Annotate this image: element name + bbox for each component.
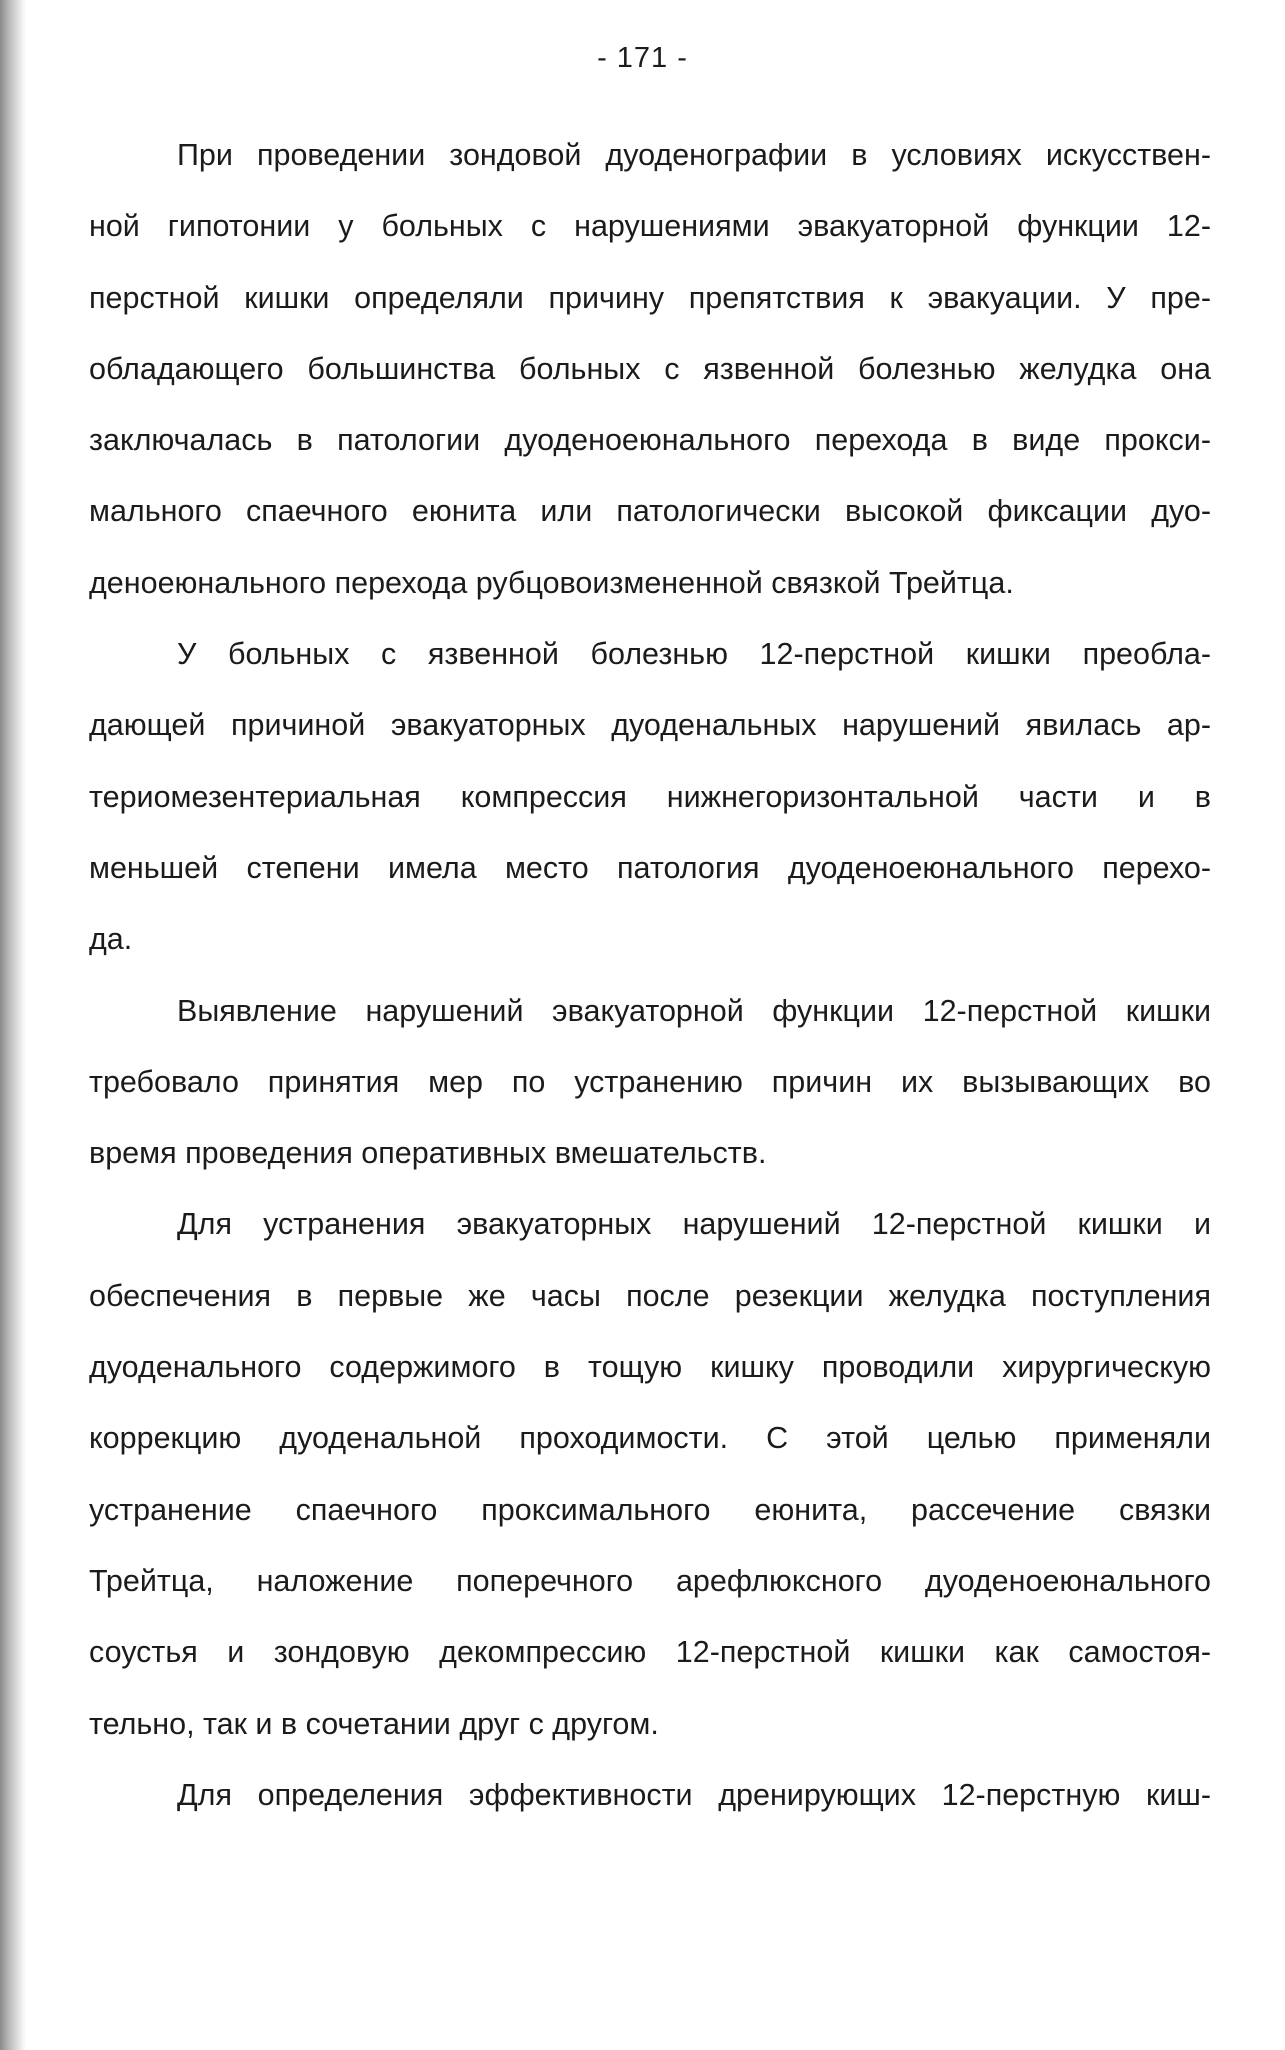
- text-line: заключалась в патологии дуоденоеюнального перехода в виде прокси-: [89, 423, 1211, 458]
- text-line: коррекцию дуоденальной проходимости. С этой целью применяли: [89, 1421, 1211, 1456]
- text-line: деноеюнального перехода рубцовоизмененной связкой Трейтца.: [89, 565, 1014, 600]
- text-line: обеспечения в первые же часы после резекции желудка поступления: [89, 1278, 1211, 1313]
- text-line: териомезентериальная компрессия нижнегоризонтальной части и в: [89, 779, 1211, 814]
- text-line: ной гипотонии у больных с нарушениями эвакуаторной функции 12-: [89, 209, 1211, 244]
- text-line: тельно, так и в сочетании друг с другом.: [89, 1706, 659, 1741]
- text-line: Для определения эффективности дренирующих 12-перстную киш-: [177, 1777, 1211, 1812]
- text-line: соустья и зондовую декомпрессию 12-перстной кишки как самостоя-: [89, 1635, 1211, 1670]
- text-line: обладающего большинства больных с язвенной болезнью желудка она: [89, 351, 1211, 386]
- text-line: время проведения оперативных вмешательств.: [89, 1136, 767, 1171]
- text-line: При проведении зондовой дуоденографии в условиях искусствен-: [177, 138, 1211, 172]
- scan-shadow-edge: [0, 0, 26, 2050]
- text-line: требовало принятия мер по устранению причин их вызывающих во: [89, 1064, 1211, 1099]
- text-line: перстной кишки определяли причину препятствия к эвакуации. У пре-: [89, 280, 1211, 315]
- text-line: мального спаечного еюнита или патологически высокой фиксации дуо-: [89, 494, 1211, 529]
- text-line: Для устранения эвакуаторных нарушений 12-перстной кишки и: [177, 1207, 1211, 1242]
- text-line: устранение спаечного проксимального еюнита, рассечение связки: [89, 1492, 1211, 1527]
- text-line: У больных с язвенной болезнью 12-перстной кишки преобла-: [177, 637, 1211, 672]
- text-line: меньшей степени имела место патология дуоденоеюнального перехо-: [89, 850, 1211, 885]
- text-line: дуоденального содержимого в тощую кишку проводили хирургическую: [89, 1350, 1211, 1385]
- text-line: да.: [89, 922, 133, 957]
- body-text: [89, 120, 1211, 1831]
- text-line: Трейтца, наложение поперечного арефлюксного дуоденоеюнального: [89, 1563, 1211, 1598]
- text-line: дающей причиной эвакуаторных дуоденальных нарушений явилась ар-: [89, 708, 1211, 743]
- page-number: - 171 -: [597, 42, 688, 74]
- text-line: Выявление нарушений эвакуаторной функции 12-перстной кишки: [177, 993, 1211, 1028]
